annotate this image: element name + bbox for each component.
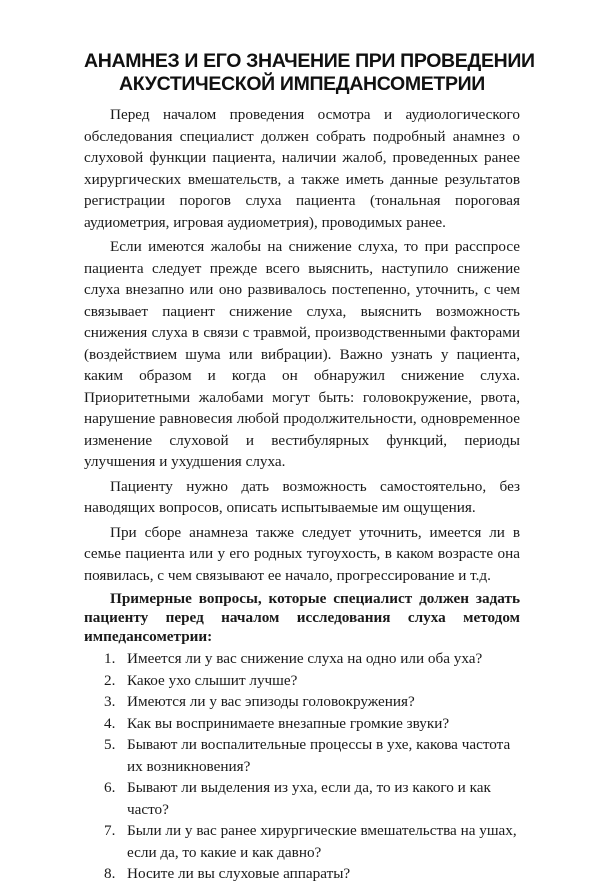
list-item-number: 7. xyxy=(104,822,116,839)
list-item xyxy=(84,713,520,735)
list-item-text: Имеется ли у вас снижение слуха на одно или оба уха? xyxy=(127,650,483,667)
list-item-number: 5. xyxy=(104,736,116,753)
list-item-number: 3. xyxy=(104,693,116,710)
list-item xyxy=(84,863,520,885)
list-item xyxy=(84,670,520,692)
list-item-number: 6. xyxy=(104,779,116,796)
list-item-number: 2. xyxy=(104,671,116,689)
paragraph-intro: Перед началом проведения осмотра и аудиологического обследования специалист должен собрать подробный анамнез о слуховой функции пациента, наличии жалоб, проведенных ранее хирургических вмешательств, а также иметь данные результатов регистрации порогов слуха пациента (тональная пороговая аудиометрия, игровая аудиометрия), проводимых ранее. xyxy=(84,106,520,231)
page-title-line-2: АКУСТИЧЕСКОЙ ИМПЕДАНСОМЕТРИИ xyxy=(119,73,485,95)
list-item xyxy=(84,648,520,670)
list-item xyxy=(84,691,520,713)
paragraph-patient-description: Пациенту нужно дать возможность самостоятельно, без наводящих вопросов, описать испытываемые им ощущения. xyxy=(84,477,520,516)
list-item-text: Имеются ли у вас эпизоды головокружения? xyxy=(127,693,415,710)
page-title-line-1: АНАМНЕЗ И ЕГО ЗНАЧЕНИЕ ПРИ ПРОВЕДЕНИИ xyxy=(84,50,535,72)
list-item-text: Были ли у вас ранее хирургические вмешательства на ушах, если да, то какие и как давно? xyxy=(127,822,517,861)
list-item-text: Бывают ли воспалительные процессы в ухе, какова частота их возникновения? xyxy=(127,736,511,775)
questions-list xyxy=(84,648,520,885)
list-item-number: 8. xyxy=(104,865,116,882)
document-page xyxy=(84,50,535,885)
list-item-text: Бывают ли выделения из уха, если да, то из какого и как часто? xyxy=(127,779,491,818)
list-item xyxy=(84,820,520,863)
list-item xyxy=(84,777,520,820)
paragraph-complaints: Если имеются жалобы на снижение слуха, то при расспросе пациента следует прежде всего выяснить, наступило снижение слуха внезапно или оно развивалось постепенно, уточнить, с чем связывает пациент снижение слуха, выяснить возможность снижения слуха в связи с травмой, производственными факторами (воздействием шума или вибрации). Важно узнать у пациента, каким образом и когда он обнаружил снижение слуха. Приоритетными жалобами могут быть: головокружение, рвота, нарушение равновесия любой продолжительности, одновременное изменение слуховой и вестибулярных функций, периоды улучшения и ухудшения слуха. xyxy=(84,238,520,470)
list-item-number: 1. xyxy=(104,650,116,667)
list-item-number: 4. xyxy=(104,714,116,732)
questions-heading: Примерные вопросы, которые специалист должен задать пациенту перед началом исследования слуха методом импедансометрии: xyxy=(84,590,520,645)
list-item-text: Какое ухо слышит лучше? xyxy=(127,671,298,689)
paragraph-family-history: При сборе анамнеза также следует уточнить, имеется ли в семье пациента или у его родных тугоухость, в каком возрасте она появилась, с чем связывают ее начало, прогрессирование и т.д. xyxy=(84,523,520,584)
list-item-text: Как вы воспринимаете внезапные громкие звуки? xyxy=(127,714,450,732)
list-item-text: Носите ли вы слуховые аппараты? xyxy=(127,865,351,882)
list-item xyxy=(84,734,520,777)
page-title xyxy=(84,50,535,96)
